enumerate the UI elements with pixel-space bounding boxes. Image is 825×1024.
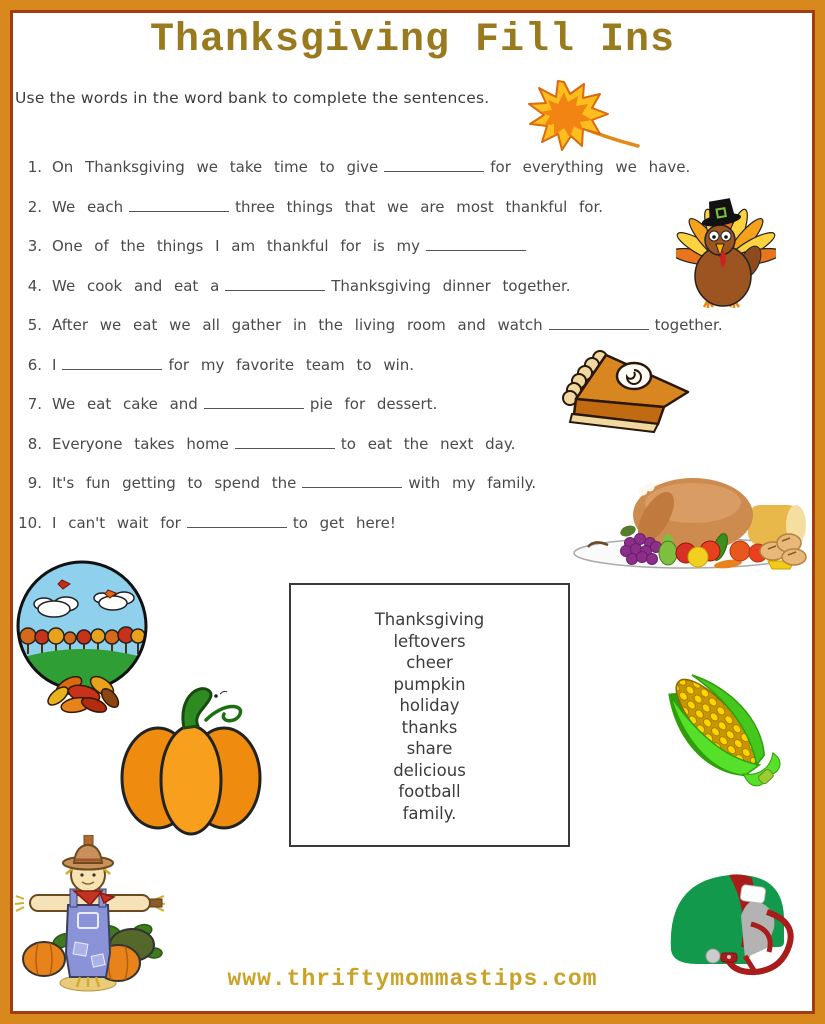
word-bank-word: Thanksgiving bbox=[374, 610, 485, 629]
word-bank-box bbox=[289, 583, 570, 847]
sentence-row bbox=[12, 435, 805, 453]
fill-in-blank bbox=[549, 316, 649, 330]
sentence-number: 2. bbox=[27, 198, 42, 216]
pilgrim-turkey-icon bbox=[676, 196, 776, 311]
fill-in-blank bbox=[62, 356, 162, 370]
sentence-number: 3. bbox=[27, 237, 42, 255]
turkey-dinner-icon bbox=[568, 465, 808, 573]
fill-in-blank bbox=[426, 237, 526, 251]
sentence-text-after: three things that we are most thankful for. bbox=[235, 198, 604, 216]
fill-in-blank bbox=[129, 198, 229, 212]
sentence-number: 1. bbox=[27, 158, 42, 176]
sentence-text-before: It's fun getting to spend the bbox=[52, 474, 297, 492]
fill-in-blank bbox=[225, 277, 325, 291]
sentence-text-before: We cook and eat a bbox=[52, 277, 220, 295]
sentence-text-before: I can't wait for bbox=[52, 514, 181, 532]
sentence-row bbox=[12, 316, 805, 334]
corn-icon bbox=[645, 650, 793, 802]
word-bank-word: football bbox=[398, 782, 461, 801]
fill-in-blank bbox=[187, 514, 287, 528]
pumpkin-pie-icon bbox=[548, 342, 698, 437]
sentence-number: 6. bbox=[27, 356, 42, 374]
sentence-text-after: with my family. bbox=[408, 474, 537, 492]
word-bank-word: thanks bbox=[401, 717, 458, 737]
sentence-text-before: One of the things I am thankful for is my bbox=[52, 237, 420, 255]
sentence-number: 7. bbox=[27, 395, 42, 413]
word-bank-word: leftovers bbox=[393, 631, 466, 651]
sentence-text-after: for everything we have. bbox=[490, 158, 691, 176]
sentence-text-after: to get here! bbox=[292, 514, 396, 532]
page-title: Thanksgiving Fill Ins bbox=[149, 18, 676, 63]
sentence-number: 5. bbox=[27, 316, 42, 334]
word-bank-word: share bbox=[406, 739, 453, 758]
sentence-text-after: for my favorite team to win. bbox=[168, 356, 415, 374]
pumpkin-icon bbox=[112, 668, 270, 836]
fill-in-blank bbox=[384, 158, 484, 172]
sentence-number: 9. bbox=[27, 474, 42, 492]
sentence-row bbox=[12, 158, 805, 176]
sentence-text-before: After we eat we all gather in the living room and watch bbox=[52, 316, 543, 334]
sentence-text-before: Everyone takes home bbox=[52, 435, 229, 453]
instructions-text: Use the words in the word bank to complete the sentences. bbox=[15, 89, 490, 107]
sentence-text-after: pie for dessert. bbox=[309, 395, 438, 413]
word-bank-word: family. bbox=[402, 803, 457, 823]
sentence-text-before: We eat cake and bbox=[52, 395, 198, 413]
sentence-text-after: together. bbox=[654, 316, 723, 334]
sentence-number: 10. bbox=[18, 514, 42, 532]
word-bank-word: cheer bbox=[406, 653, 453, 672]
word-bank-word: pumpkin bbox=[393, 674, 466, 694]
footer-url: www.thriftymommastips.com bbox=[227, 966, 598, 992]
sentence-text-after: to eat the next day. bbox=[340, 435, 516, 453]
sentence-number: 8. bbox=[27, 435, 42, 453]
fill-in-blank bbox=[204, 395, 304, 409]
fill-in-blank bbox=[235, 435, 335, 449]
word-bank-word: delicious bbox=[393, 760, 466, 780]
sentence-text-before: I bbox=[52, 356, 57, 374]
sentence-text-before: We each bbox=[52, 198, 124, 216]
maple-leaf-icon bbox=[512, 76, 652, 156]
fill-in-blank bbox=[302, 474, 402, 488]
sentence-text-after: Thanksgiving dinner together. bbox=[331, 277, 571, 295]
word-bank-word: holiday bbox=[399, 696, 460, 715]
sentence-number: 4. bbox=[27, 277, 42, 295]
sentence-text-before: On Thanksgiving we take time to give bbox=[52, 158, 379, 176]
